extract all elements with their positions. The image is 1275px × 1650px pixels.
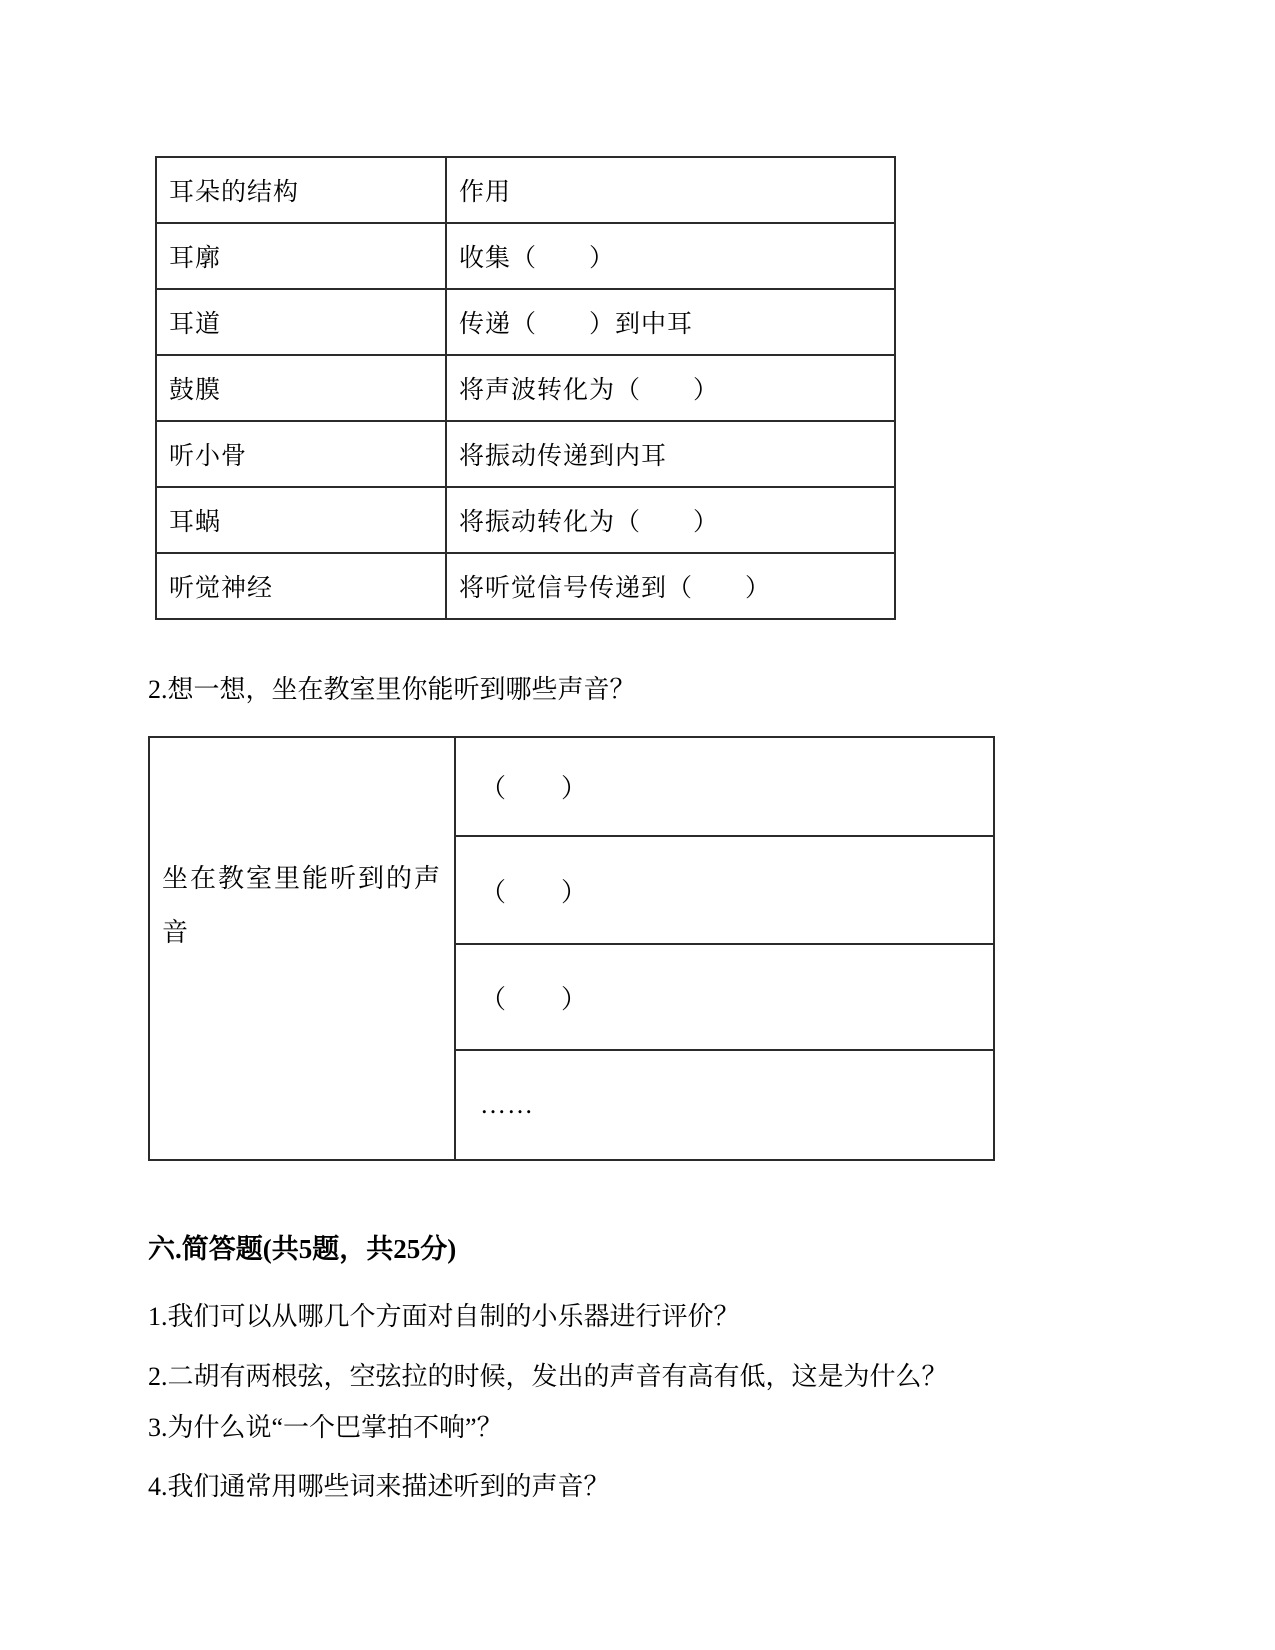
- cell-function: 将振动转化为（ ）: [446, 487, 895, 553]
- table-row: [156, 223, 895, 289]
- cell-structure: 听觉神经: [156, 553, 446, 619]
- section-header: 六.简答题(共5题，共25分): [148, 1234, 457, 1264]
- classroom-sounds-table: [148, 736, 995, 1161]
- sound-blank-cell: （ ）: [455, 944, 994, 1050]
- cell-function-header: 作用: [446, 157, 895, 223]
- cell-structure: 耳廓: [156, 223, 446, 289]
- sound-ellipsis-cell: ……: [455, 1050, 994, 1160]
- question-2-intro: 2.想一想，坐在教室里你能听到哪些声音？: [148, 675, 636, 704]
- cell-structure: 耳蜗: [156, 487, 446, 553]
- cell-function: 将声波转化为（ ）: [446, 355, 895, 421]
- question-item: 3.为什么说“一个巴掌拍不响”？: [148, 1413, 503, 1442]
- sound-blank-cell: （ ）: [455, 836, 994, 944]
- cell-structure-header: 耳朵的结构: [156, 157, 446, 223]
- cell-function: 将振动传递到内耳: [446, 421, 895, 487]
- cell-function: 传递（ ）到中耳: [446, 289, 895, 355]
- cell-structure: 听小骨: [156, 421, 446, 487]
- sound-blank-cell: （ ）: [455, 737, 994, 836]
- cell-structure: 鼓膜: [156, 355, 446, 421]
- cell-function: 将听觉信号传递到（ ）: [446, 553, 895, 619]
- table-row: [156, 355, 895, 421]
- table-row: [156, 487, 895, 553]
- ear-structure-table: [155, 156, 896, 620]
- table-row: [156, 289, 895, 355]
- table-row: [156, 157, 895, 223]
- sounds-row-label: 坐在教室里能听到的声音: [149, 737, 455, 1160]
- question-item: 2.二胡有两根弦，空弦拉的时候，发出的声音有高有低，这是为什么？: [148, 1362, 948, 1391]
- cell-function: 收集（ ）: [446, 223, 895, 289]
- cell-structure: 耳道: [156, 289, 446, 355]
- question-item: 4.我们通常用哪些词来描述听到的声音？: [148, 1472, 610, 1501]
- table-row: [156, 421, 895, 487]
- table-row: [156, 553, 895, 619]
- table-row: [149, 737, 994, 836]
- question-item: 1.我们可以从哪几个方面对自制的小乐器进行评价？: [148, 1302, 740, 1331]
